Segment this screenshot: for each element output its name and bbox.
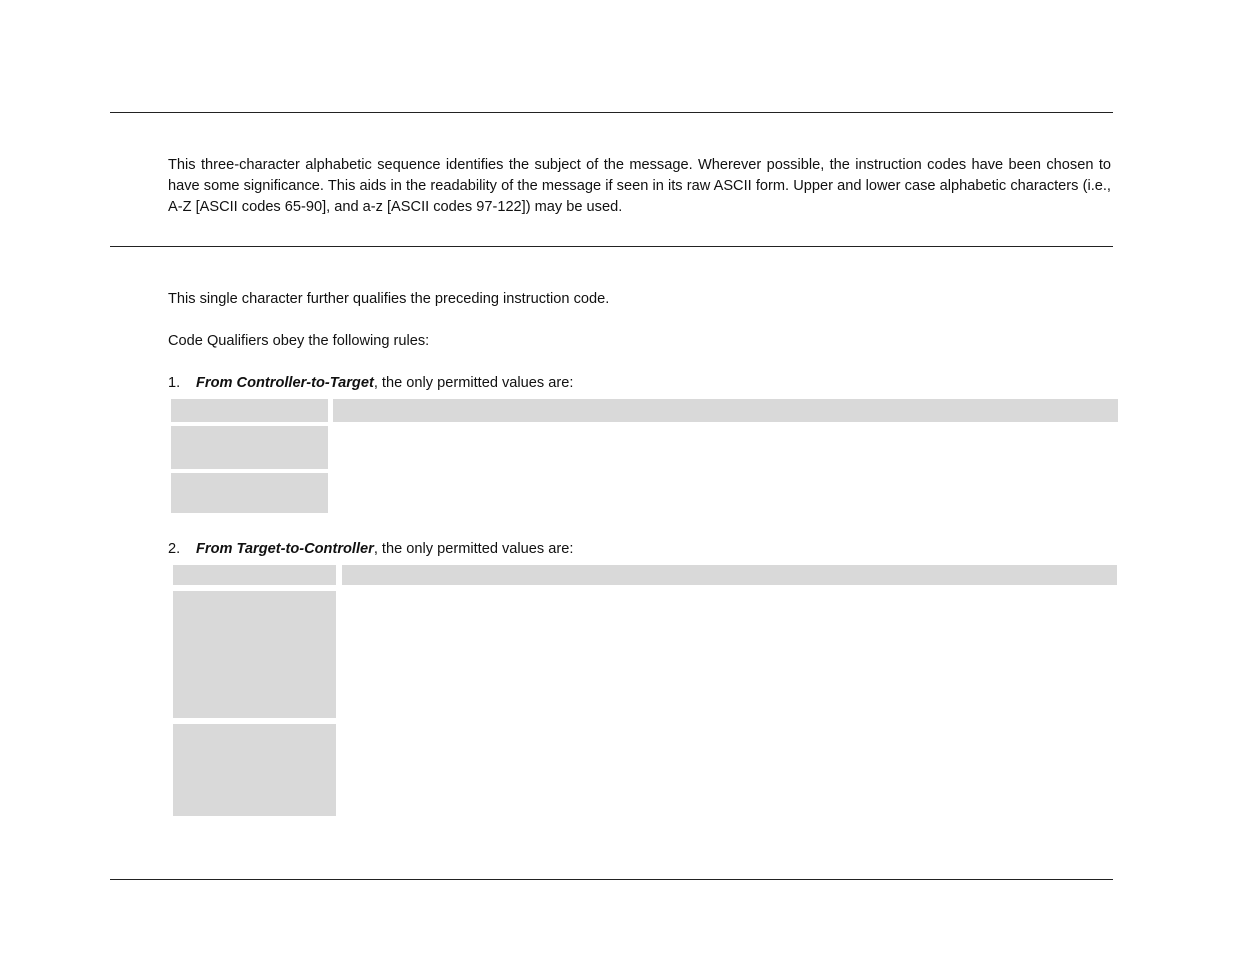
bottom-divider bbox=[110, 879, 1113, 880]
table-cell bbox=[171, 473, 328, 513]
table-cell bbox=[173, 724, 336, 816]
rule-text: , the only permitted values are: bbox=[373, 541, 574, 557]
code-qualifier-intro: This single character further qualifies the preceding instruction code. bbox=[168, 291, 610, 307]
rule-item-2 bbox=[168, 539, 573, 560]
rule-text: , the only permitted values are: bbox=[373, 375, 574, 391]
top-divider bbox=[110, 112, 1113, 113]
instruction-code-description: This three-character alphabetic sequence identifies the subject of the message. Wherever possible, the instruction codes have been chosen to have some significance. This aids in the readability of the message if seen in its raw ASCII form. Upper and lower case alphabetic characters (i.e., A-Z [ASCII codes 65-90], and a-z [ASCII codes 97-122]) may be used. bbox=[168, 157, 1111, 215]
section-divider bbox=[110, 246, 1113, 247]
table-cell bbox=[173, 591, 336, 718]
rule-item-1 bbox=[168, 373, 573, 394]
rule-number: 2. bbox=[168, 541, 181, 557]
table-cell bbox=[171, 426, 328, 469]
table-header-cell bbox=[342, 565, 1117, 585]
rule-direction: From Target-to-Controller bbox=[196, 541, 374, 557]
code-qualifier-rules-intro: Code Qualifiers obey the following rules: bbox=[168, 333, 430, 349]
rule-direction: From Controller-to-Target bbox=[196, 375, 374, 391]
table-header-cell bbox=[173, 565, 336, 585]
table-header-cell bbox=[171, 399, 328, 422]
rule-number: 1. bbox=[168, 375, 181, 391]
table-header-cell bbox=[333, 399, 1118, 422]
